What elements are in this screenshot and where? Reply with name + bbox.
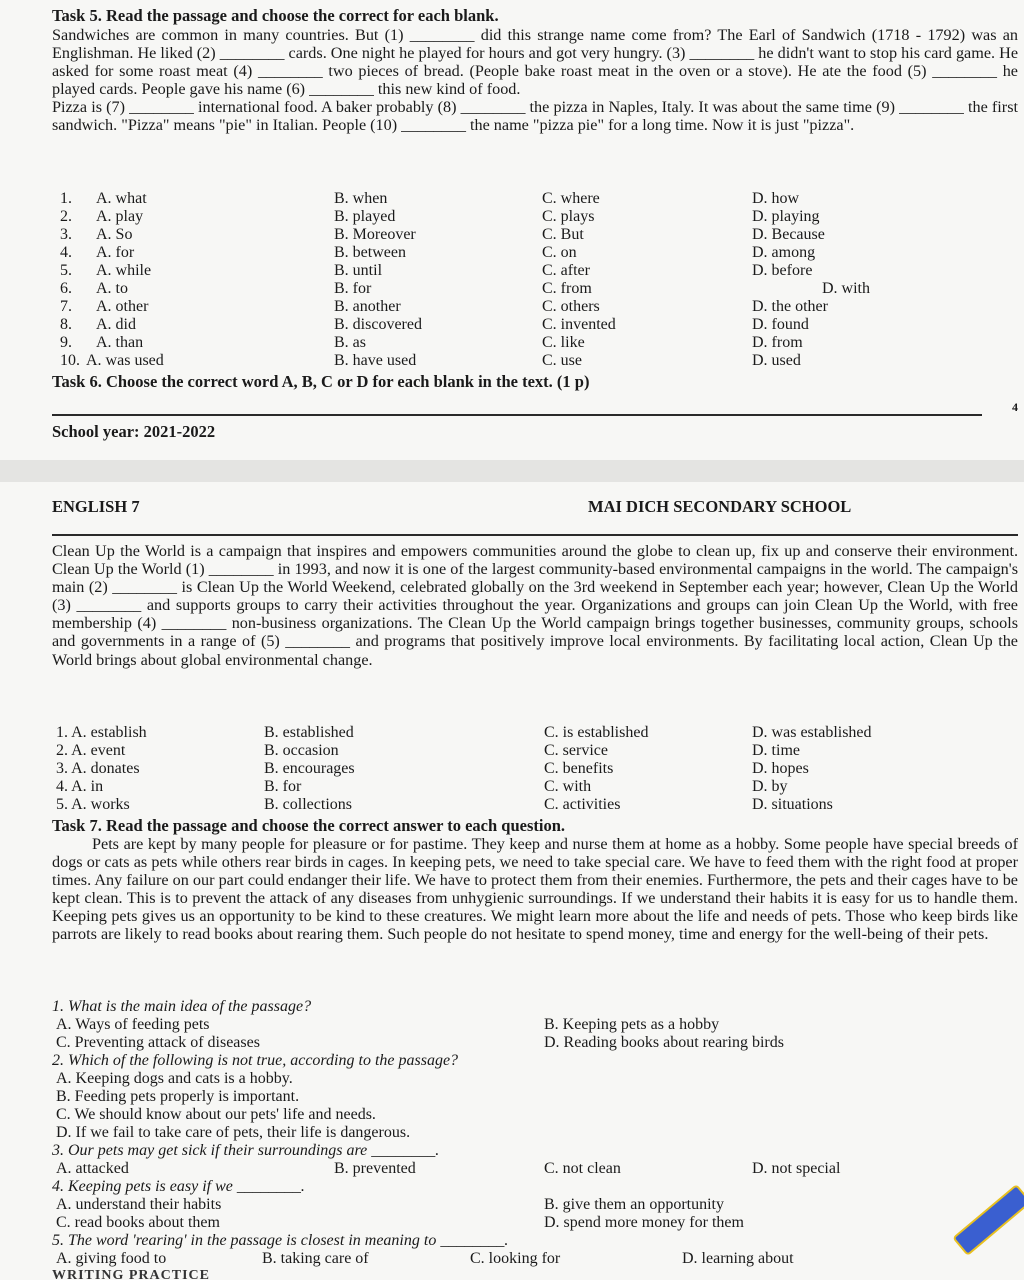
question-4-options: A. understand their habits B. give them an opportunity [56, 1196, 724, 1213]
task7-title: Task 7. Read the passage and choose the correct answer to each question. [52, 816, 566, 835]
task5-option-row: 10. A. was used B. have used C. use D. used [60, 352, 801, 369]
task5-option-row: 3. A. So B. Moreover C. But D. Because [60, 226, 825, 243]
writing-practice-heading-cut: WRITING PRACTICE [52, 1268, 210, 1280]
task6-option-row: 1. A. establish B. established C. is established D. was established [56, 724, 872, 741]
school-year: School year: 2021-2022 [52, 422, 216, 441]
task5-option-row: 8. A. did B. discovered C. invented D. found [60, 316, 809, 333]
task5-option-row: 7. A. other B. another C. others D. the other [60, 298, 828, 315]
task6-option-row: 4. A. in B. for C. with D. by [56, 778, 788, 795]
question-2: 2. Which of the following is not true, according to the passage? [52, 1052, 459, 1069]
task5-paragraph-2: Pizza is (7) ________ international food. A baker probably (8) ________ the pizza in Naples, Italy. It was about the same time (9) ________ the first sandwich. "Pizza" means "pie" in Italian. People (10) ________ the name "pizza pie" for a long time. Now it is just "pizza". [52, 98, 1018, 135]
task5-passage [52, 26, 1018, 135]
task6-option-row: 2. A. event B. occasion C. service D. time [56, 742, 800, 759]
question-3-options: A. attacked B. prevented C. not clean D. not special [56, 1160, 841, 1177]
task5-option-row: 1. A. what B. when C. where D. how [60, 190, 800, 207]
task6-option-row: 3. A. donates B. encourages C. benefits D. hopes [56, 760, 809, 777]
page-gap [0, 460, 1024, 482]
question-4-options: C. read books about them D. spend more money for them [56, 1214, 744, 1231]
task5-option-row: 4. A. for B. between C. on D. among [60, 244, 816, 261]
question-1: 1. What is the main idea of the passage? [52, 998, 312, 1015]
task5-option-row: 2. A. play B. played C. plays D. playing [60, 208, 820, 225]
task5-option-row: 6. A. to B. for C. from D. with [60, 280, 870, 297]
task5-option-row: 9. A. than B. as C. like D. from [60, 334, 803, 351]
task6-passage: Clean Up the World is a campaign that inspires and empowers communities around the globe to clean up, fix up and conserve their environment. Clean Up the World (1) ________ in 1993, and now it is one of the largest community-based environmental campaigns in the world. The campaign's main (2) ________ is Clean Up the World Weekend, celebrated globally on the 3rd weekend in September each year; however, Clean Up the World (3) ________ and supports groups to carry their activities throughout the year. Organizations and groups can join Clean Up the World, with free membership (4) ________ non-business organizations. The Clean Up the World campaign brings together businesses, community groups, schools and governments in a range of (5) ________ and programs that positively improve local environments. By facilitating local action, Clean Up the World brings about global environmental change. [52, 542, 1018, 669]
question-3: 3. Our pets may get sick if their surroundings are ________. [52, 1142, 440, 1159]
header-subject: ENGLISH 7 [52, 497, 140, 516]
task5-option-row: 5. A. while B. until C. after D. before [60, 262, 813, 279]
question-4: 4. Keeping pets is easy if we ________. [52, 1178, 305, 1195]
page-number: 4 [1012, 400, 1018, 414]
question-2-option: A. Keeping dogs and cats is a hobby. [56, 1070, 293, 1087]
header-divider [52, 534, 1018, 536]
task7-passage: Pets are kept by many people for pleasure or for pastime. They keep and nurse them at home as a hobby. Some people have special breeds of dogs or cats as pets while others rear birds in cages. In keeping pets, we need to take special care. We have to feed them with the right food at proper times. Any failure on our part could endanger their life. We have to protect them from their enemies. Furthermore, the pets and their cages have to be kept clean. This is to prevent the attack of any diseases from unhygienic surroundings. If we understand their habits it is easy for us to handle them. Keeping pets gives us an opportunity to be kind to these creatures. We might learn more about the life and needs of pets. Those who keep birds like parrots are likely to read books about rearing them. Such people do not hesitate to spend money, time and energy for the well-being of their pets. [52, 835, 1018, 944]
task5-paragraph-1: Sandwiches are common in many countries. But (1) ________ did this strange name come from? The Earl of Sandwich (1718 - 1792) was an Englishman. He liked (2) ________ cards. One night he played for hours and got very hungry. (3) ________ he didn't want to stop his card game. He asked for some roast meat (4) ________ two pieces of bread. (People bake roast meat in the oven or a stove). He ate the food (5) ________ he played cards. People gave his name (6) ________ this new kind of food. [52, 26, 1018, 99]
task6-title: Task 6. Choose the correct word A, B, C or D for each blank in the text. (1 p) [52, 372, 590, 391]
divider-line [52, 414, 982, 416]
question-1-options: A. Ways of feeding pets B. Keeping pets as a hobby [56, 1016, 720, 1033]
question-1-options: C. Preventing attack of diseases D. Reading books about rearing birds [56, 1034, 784, 1051]
question-5-options: A. giving food to B. taking care of C. looking for D. learning about [56, 1250, 794, 1267]
task5-title: Task 5. Read the passage and choose the correct for each blank. [52, 6, 499, 25]
task6-option-row: 5. A. works B. collections C. activities D. situations [56, 796, 833, 813]
header-school: MAI DICH SECONDARY SCHOOL [588, 497, 852, 516]
question-5: 5. The word 'rearing' in the passage is closest in meaning to ________. [52, 1232, 509, 1249]
question-2-option: C. We should know about our pets' life and needs. [56, 1106, 376, 1123]
question-2-option: B. Feeding pets properly is important. [56, 1088, 300, 1105]
question-2-option: D. If we fail to take care of pets, their life is dangerous. [56, 1124, 411, 1141]
